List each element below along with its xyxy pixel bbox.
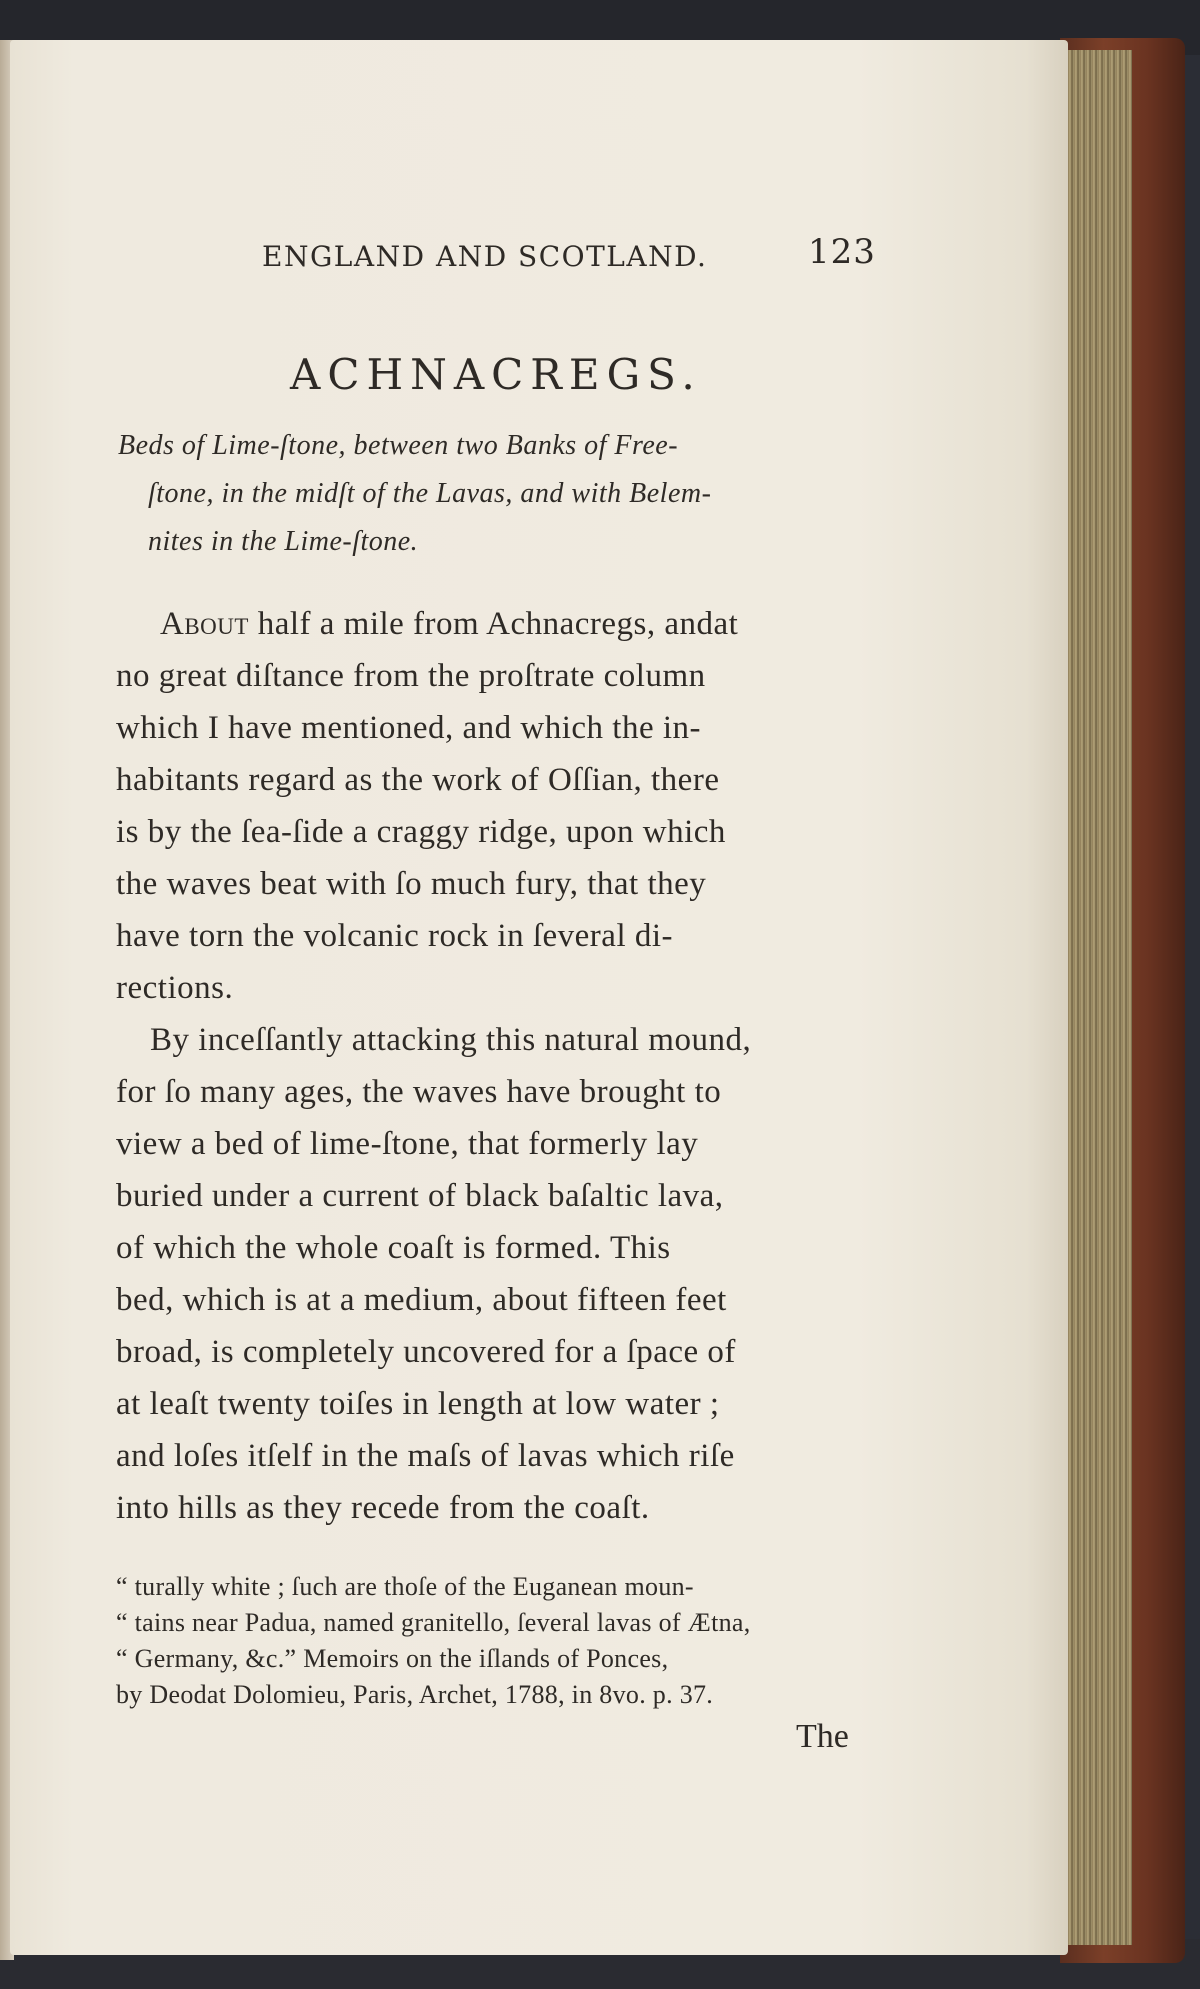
subtitle-line: ſtone, in the midſt of the Lavas, and with Belem- [148,478,712,509]
section-title: ACHNACREGS. [290,350,702,399]
first-line-rest: half a mile from Achnacregs, andat [248,606,739,642]
body-line: habitants regard as the work of Oſſian, there [116,762,720,798]
drop-word: About [160,606,249,642]
body-line: at leaſt twenty toiſes in length at low water ; [116,1386,720,1422]
body-line: for ſo many ages, the waves have brought to [116,1074,722,1110]
body-line: broad, is completely uncovered for a ſpace of [116,1334,736,1370]
footnote-line: “ tains near Padua, named granitello, ſeveral lavas of Ætna, [116,1608,751,1637]
body-line: of which the whole coaſt is formed. This [116,1230,671,1266]
body-line: By inceſſantly attacking this natural mound, [150,1022,752,1058]
footnote-line: “ Germany, &c.” Memoirs on the iſlands of Ponces, [116,1644,669,1673]
body-line: and loſes itſelf in the maſs of lavas which riſe [116,1438,735,1474]
body-line: buried under a current of black baſaltic lava, [116,1178,724,1214]
subtitle-line: nites in the Lime-ſtone. [148,526,419,557]
body-line: is by the ſea-ſide a craggy ridge, upon which [116,814,726,850]
body-line: no great diſtance from the proſtrate column [116,658,706,694]
body-line: bed, which is at a medium, about fifteen feet [116,1282,727,1318]
subtitle-line: Beds of Lime-ſtone, between two Banks of Free- [118,430,679,461]
footnote-line: by Deodat Dolomieu, Paris, Archet, 1788, in 8vo. p. 37. [116,1680,714,1709]
body-line: the waves beat with ſo much fury, that they [116,866,707,902]
body-line: view a bed of lime-ſtone, that formerly lay [116,1126,699,1162]
body-line: which I have mentioned, and which the in- [116,710,701,746]
body-line: rections. [116,970,234,1006]
page-number: 123 [808,232,876,272]
body-line: have torn the volcanic rock in ſeveral di- [116,918,674,954]
footnote-line: “ turally white ; ſuch are thoſe of the Euganean moun- [116,1572,694,1601]
catchword: The [796,1718,849,1755]
body-line: into hills as they recede from the coaſt. [116,1490,650,1526]
paragraph-1-first-line [160,606,738,643]
running-head: ENGLAND AND SCOTLAND. [262,240,708,273]
page-fore-edge [1062,50,1132,1945]
